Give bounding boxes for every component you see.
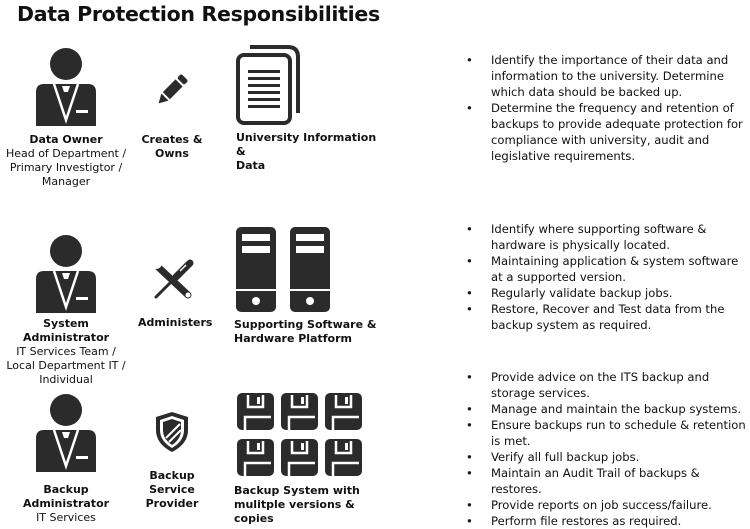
verb-line: Backup bbox=[149, 469, 195, 482]
role-line: Manager bbox=[41, 175, 91, 188]
role-data-owner bbox=[0, 133, 132, 189]
responsibility-item: • Identify the importance of their data and information to the university. Determine which data should be backed up. bbox=[466, 52, 750, 100]
verb-line: Provider bbox=[145, 497, 199, 510]
verb-creates-owns bbox=[138, 133, 206, 161]
object-line: University Information & bbox=[236, 131, 377, 158]
role-line: Individual bbox=[39, 373, 93, 386]
role-line: Head of Department / bbox=[5, 147, 127, 160]
verb-administers bbox=[138, 316, 212, 330]
pencil-icon bbox=[152, 70, 192, 110]
object-line: Supporting Software & bbox=[234, 318, 377, 331]
responsibility-item: • Perform file restores as required. bbox=[466, 513, 750, 529]
object-line: Hardware Platform bbox=[234, 332, 352, 345]
floppy-disks-icon bbox=[237, 393, 363, 477]
role-name: System Administrator bbox=[22, 317, 110, 344]
verb-line: Owns bbox=[155, 147, 189, 160]
object-line: mulitple versions & copies bbox=[234, 498, 355, 525]
role-backup-administrator bbox=[0, 483, 132, 525]
system-admin-responsibilities bbox=[466, 221, 750, 333]
page-title: Data Protection Responsibilities bbox=[17, 2, 380, 26]
role-line: Primary Investigtor / bbox=[9, 161, 123, 174]
verb-line: Service bbox=[149, 483, 195, 496]
object-line: Backup System with bbox=[234, 484, 360, 497]
data-owner-person-icon bbox=[32, 46, 100, 126]
role-name: Backup Administrator bbox=[22, 483, 110, 510]
object-university-data bbox=[236, 131, 386, 173]
responsibility-item: • Provide advice on the ITS backup and storage services. bbox=[466, 369, 750, 401]
role-line: IT Services bbox=[36, 511, 96, 524]
responsibility-item: • Verify all full backup jobs. bbox=[466, 449, 750, 465]
responsibility-item: • Identify where supporting software & hardware is physically located. bbox=[466, 221, 750, 253]
servers-icon bbox=[236, 227, 332, 312]
responsibility-item: • Provide reports on job success/failure. bbox=[466, 497, 750, 513]
role-name: Data Owner bbox=[29, 133, 103, 146]
responsibility-item: • Manage and maintain the backup systems. bbox=[466, 401, 750, 417]
object-line: Data bbox=[236, 159, 266, 172]
responsibility-item: • Maintaining application & system software at a supported version. bbox=[466, 253, 750, 285]
shield-icon bbox=[154, 410, 190, 454]
verb-backup-service-provider bbox=[140, 469, 204, 511]
backup-admin-person-icon bbox=[32, 392, 100, 472]
responsibility-item: • Regularly validate backup jobs. bbox=[466, 285, 750, 301]
backup-admin-responsibilities bbox=[466, 369, 750, 529]
object-backup-system bbox=[234, 484, 394, 526]
data-owner-responsibilities bbox=[466, 52, 750, 164]
verb-line: Creates & bbox=[141, 133, 203, 146]
responsibility-item: • Restore, Recover and Test data from the backup system as required. bbox=[466, 301, 750, 333]
role-line: IT Services Team / bbox=[16, 345, 116, 358]
responsibility-item: • Determine the frequency and retention of backups to provide adequate protection for compliance with university, audit and legislative requirements. bbox=[466, 100, 750, 164]
responsibility-item: • Ensure backups run to schedule & retention is met. bbox=[466, 417, 750, 449]
role-line: Local Department IT / bbox=[6, 359, 126, 372]
role-system-administrator bbox=[0, 317, 132, 387]
system-admin-person-icon bbox=[32, 233, 100, 313]
documents-icon bbox=[236, 43, 302, 125]
verb-line: Administers bbox=[138, 316, 213, 329]
object-software-hardware bbox=[234, 318, 384, 346]
tools-icon bbox=[148, 255, 198, 305]
responsibility-item: • Maintain an Audit Trail of backups & restores. bbox=[466, 465, 750, 497]
